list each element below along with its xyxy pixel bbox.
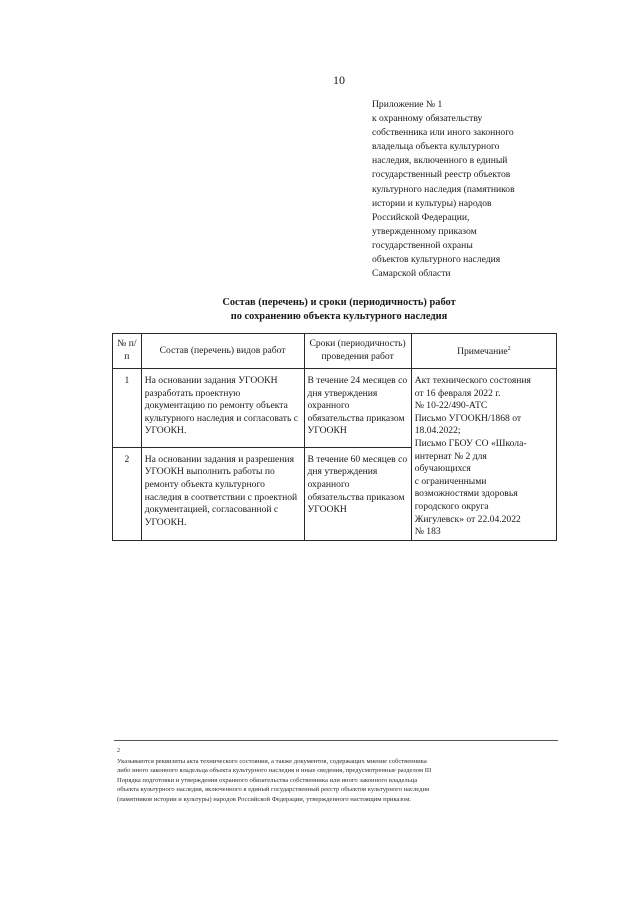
- row-terms: В течение 60 месяцев со дня утверждения охранного обязательства приказом УГООКН: [304, 447, 411, 540]
- row-work: На основании задания и разрешения УГООКН выполнить работы по ремонту объекта культурного наследия в соответствии с проектной документацией, согласованной с УГООКН.: [141, 447, 304, 540]
- title-line: по сохранению объекта культурного наследия: [230, 311, 448, 322]
- document-title: [100, 296, 578, 324]
- appendix-line: владельца объекта культурного: [372, 141, 500, 153]
- appendix-line: Российской Федерации,: [372, 211, 470, 223]
- note-line: с ограниченными: [414, 475, 487, 487]
- footnote-mark: 2: [117, 748, 120, 754]
- appendix-line: Самарской области: [372, 268, 451, 280]
- appendix-line: утвержденному приказом: [372, 225, 477, 237]
- note-line: обучающихся: [414, 463, 471, 475]
- appendix-line: к охранному обязательству: [372, 113, 483, 125]
- note-line: 18.04.2022;: [414, 425, 461, 437]
- row-work: На основании задания УГООКН разработать проектную документацию по ремонту объекта культурного наследия и согласовать с УГООКН.: [141, 369, 304, 448]
- note-line: Письмо ГБОУ СО «Школа-: [414, 437, 527, 449]
- row-num: 1: [113, 369, 142, 448]
- appendix-block: [372, 98, 602, 281]
- note-line: возможностями здоровья: [414, 488, 518, 500]
- footnote-divider: [114, 740, 558, 741]
- note-line: Жигулевск» от 22.04.2022: [414, 513, 521, 525]
- footnote: [117, 747, 561, 805]
- appendix-line: объектов культурного наследия: [372, 254, 501, 266]
- page-number: 10: [333, 73, 345, 87]
- footnote-line: [117, 747, 561, 766]
- header-note-label: Примечание: [457, 346, 508, 358]
- header-terms: Сроки (периодичность) проведения работ: [304, 334, 411, 369]
- appendix-line: государственной охраны: [372, 239, 473, 251]
- appendix-line: истории и культуры) народов: [372, 197, 492, 209]
- footnote-text: Указываются реквизиты акта технического состояния, а также документов, содержащих мнение собственника: [117, 757, 427, 765]
- note-line: № 183: [414, 526, 441, 538]
- table-header-row: [113, 334, 557, 369]
- header-num: № п/п: [113, 334, 142, 369]
- table-row: [113, 369, 557, 448]
- appendix-line: Приложение № 1: [372, 99, 443, 110]
- header-work: Состав (перечень) видов работ: [141, 334, 304, 369]
- title-line: Состав (перечень) и сроки (периодичность) работ: [222, 297, 456, 308]
- note-line: от 16 февраля 2022 г.: [414, 387, 501, 399]
- note-line: интернат № 2 для: [414, 450, 487, 462]
- appendix-line: наследия, включенного в единый: [372, 155, 508, 167]
- footnote-mark: 2: [507, 346, 511, 353]
- footnote-line: либо иного законного владельца объекта культурного наследия и иные сведения, предусмотренные разделом III: [117, 767, 432, 775]
- row-note: [411, 369, 556, 541]
- appendix-line: государственный реестр объектов: [372, 169, 511, 181]
- appendix-line: собственника или иного законного: [372, 127, 514, 139]
- note-line: Акт технического состояния: [414, 375, 531, 386]
- row-num: 2: [113, 447, 142, 540]
- footnote-line: Порядка подготовки и утверждения охранного обязательства собственника или иного законного владельца: [117, 776, 418, 784]
- note-line: № 10-22/490-АТС: [414, 400, 488, 412]
- footnote-line: (памятников истории и культуры) народов Российской Федерации, утвержденного настоящим приказом.: [117, 795, 412, 803]
- header-note: [411, 334, 556, 369]
- footnote-line: объекта культурного наследия, включенного в единый государственный реестр объектов культурного наследия: [117, 786, 430, 794]
- row-terms: В течение 24 месяцев со дня утверждения охранного обязательства приказом УГООКН: [304, 369, 411, 448]
- works-table: [112, 333, 557, 541]
- note-line: городского округа: [414, 500, 489, 512]
- appendix-line: культурного наследия (памятников: [372, 183, 515, 195]
- note-line: Письмо УГООКН/1868 от: [414, 412, 522, 424]
